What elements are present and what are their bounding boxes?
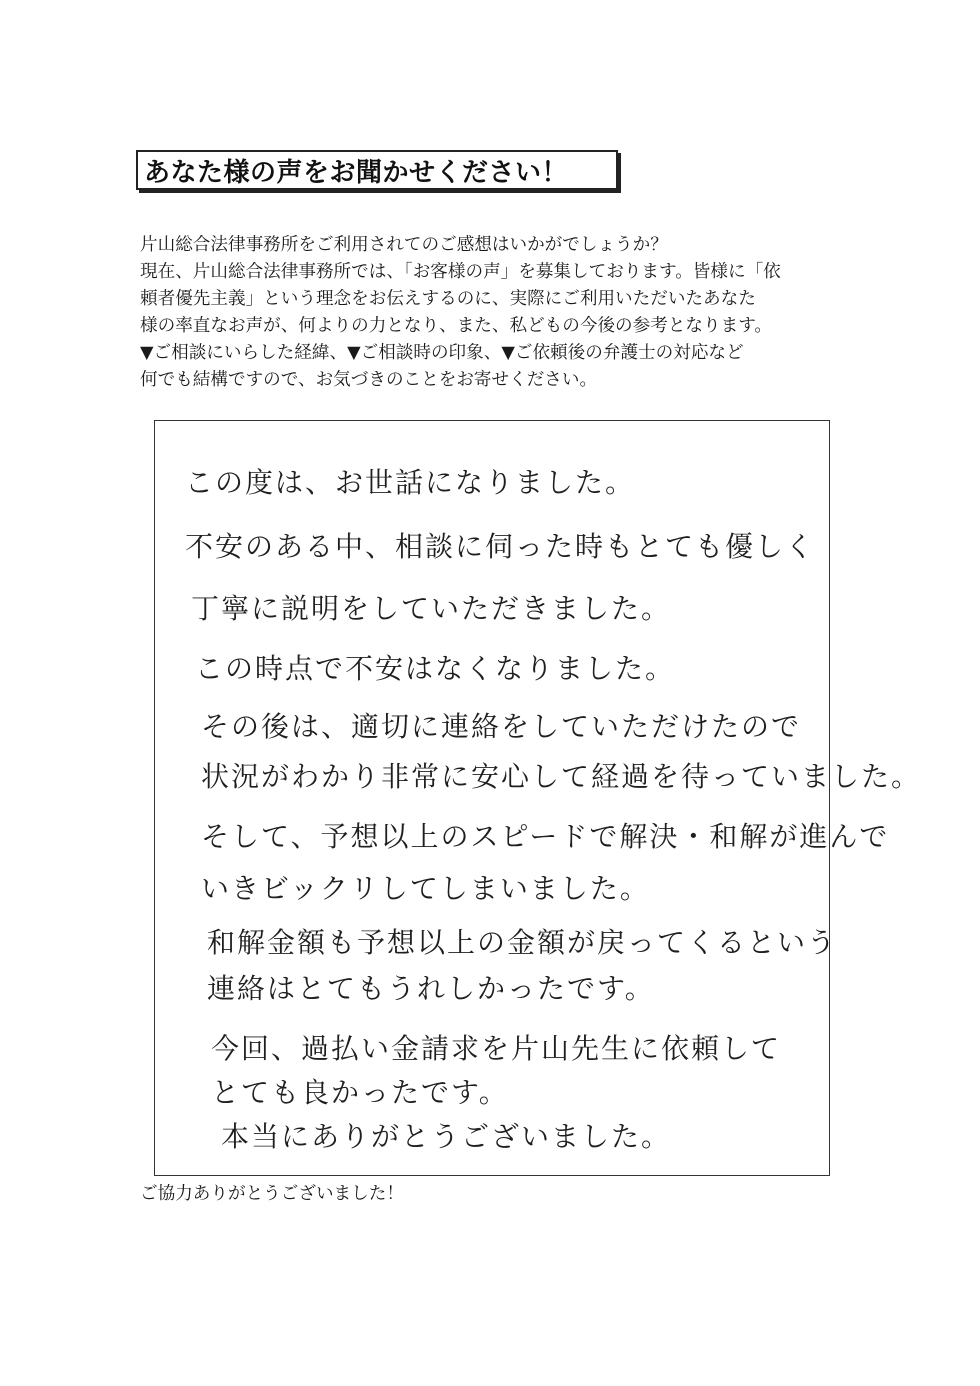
handwritten-line: 本当にありがとうございました。 bbox=[221, 1120, 672, 1153]
handwritten-line: 今回、過払い金請求を片山先生に依頼して bbox=[211, 1032, 782, 1065]
handwritten-line: 丁寧に説明をしていただきました。 bbox=[191, 592, 672, 625]
intro-line: 現在、片山総合法律事務所では、「お客様の声」を募集しております。皆様に「依 bbox=[140, 262, 781, 282]
handwritten-line: 不安のある中、相談に伺った時もとても優しく bbox=[185, 530, 816, 563]
handwritten-line: 和解金額も予想以上の金額が戻ってくるという bbox=[207, 926, 838, 959]
intro-line: 頼者優先主義」という理念をお伝えするのに、実際にご利用いただいたあなた bbox=[140, 289, 756, 309]
intro-line: 何でも結構ですので、お気づきのことをお寄せください。 bbox=[140, 370, 598, 390]
handwritten-line: 連絡はとてもうれしかったです。 bbox=[207, 972, 655, 1005]
handwritten-line: その後は、適切に連絡をしていただけたので bbox=[201, 710, 802, 743]
intro-text bbox=[140, 232, 860, 394]
handwritten-comment-box bbox=[154, 420, 922, 1176]
closing-text: ご協力ありがとうございました！ bbox=[140, 1184, 404, 1204]
handwritten-line: とても良かったです。 bbox=[211, 1076, 509, 1109]
intro-line: 様の率直なお声が、何よりの力となり、また、私どもの今後の参考となります。 bbox=[140, 316, 772, 336]
handwritten-line: この度は、お世話になりました。 bbox=[185, 466, 636, 499]
handwritten-line: いきビックリしてしまいました。 bbox=[201, 872, 650, 905]
intro-line: 片山総合法律事務所をご利用されてのご感想はいかがでしょうか？ bbox=[140, 235, 668, 255]
handwritten-line: この時点で不安はなくなりました。 bbox=[195, 652, 676, 685]
handwritten-line: そして、予想以上のスピードで解決・和解が進んで bbox=[201, 820, 890, 853]
handwritten-line: 状況がわかり非常に安心して経過を待っていました。 bbox=[201, 760, 922, 793]
page-title: あなた様の声をお聞かせください！ bbox=[144, 157, 569, 188]
intro-line: ▼ご相談にいらした経緯、▼ご相談時の印象、▼ご依頼後の弁護士の対応など bbox=[140, 343, 744, 363]
title-box bbox=[136, 150, 618, 190]
